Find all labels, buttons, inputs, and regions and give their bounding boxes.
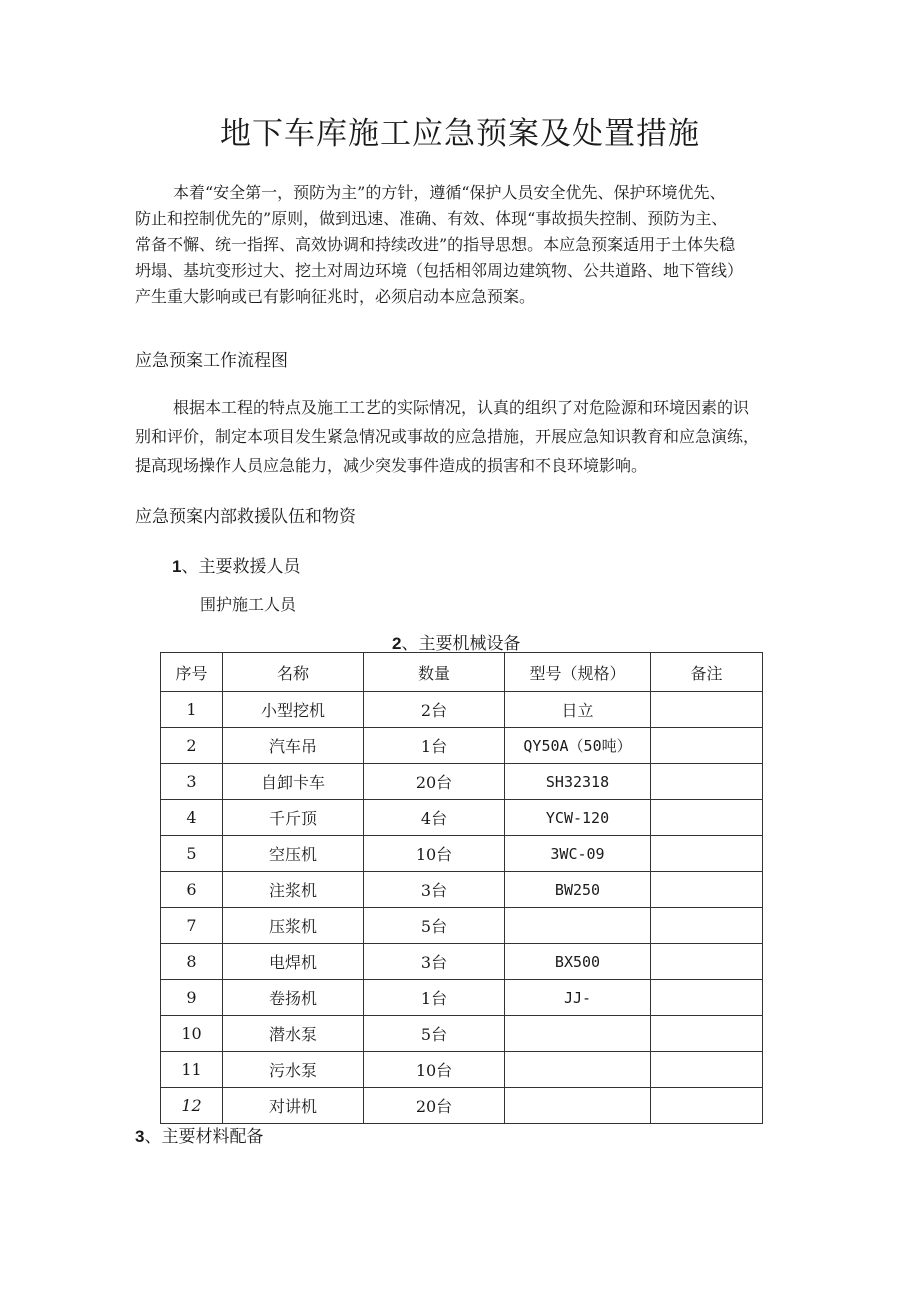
cell-name: 卷扬机 <box>223 980 364 1016</box>
cell-note <box>651 872 763 908</box>
header-note: 备注 <box>651 653 763 692</box>
cell-qty: 10台 <box>364 1052 505 1088</box>
table-row <box>161 872 763 908</box>
cell-name: 自卸卡车 <box>223 764 364 800</box>
equipment-table <box>160 652 763 1124</box>
cell-note <box>651 764 763 800</box>
cell-model: BW250 <box>505 872 651 908</box>
cell-qty: 10台 <box>364 836 505 872</box>
table-row <box>161 1088 763 1124</box>
cell-note <box>651 728 763 764</box>
heading-rescue-team: 应急预案内部救援队伍和物资 <box>135 507 356 527</box>
header-model: 型号（规格） <box>505 653 651 692</box>
cell-name: 空压机 <box>223 836 364 872</box>
intro-line: 坍塌、基坑变形过大、挖土对周边环境（包括相邻周边建筑物、公共道路、地下管线） <box>135 261 744 280</box>
table-row <box>161 800 763 836</box>
intro-line: 防止和控制优先的”原则，做到迅速、准确、有效、体现“事故损失控制、预防为主、 <box>135 209 728 228</box>
cell-no: 5 <box>161 836 223 872</box>
table-row <box>161 980 763 1016</box>
cell-name: 对讲机 <box>223 1088 364 1124</box>
cell-qty: 3台 <box>364 872 505 908</box>
section-label: 、主要机械设备 <box>401 634 521 654</box>
cell-no: 11 <box>161 1052 223 1088</box>
table-row <box>161 1016 763 1052</box>
cell-note <box>651 1016 763 1052</box>
cell-qty: 2台 <box>364 692 505 728</box>
analysis-paragraph <box>135 393 815 480</box>
cell-qty: 5台 <box>364 1016 505 1052</box>
section-number: 3 <box>135 1127 145 1146</box>
cell-no: 6 <box>161 872 223 908</box>
cell-model <box>505 1052 651 1088</box>
table-row <box>161 692 763 728</box>
para-line: 提高现场操作人员应急能力，减少突发事件造成的损害和不良环境影响。 <box>135 456 648 475</box>
cell-name: 电焊机 <box>223 944 364 980</box>
cell-note <box>651 944 763 980</box>
cell-no: 10 <box>161 1016 223 1052</box>
document-title: 地下车库施工应急预案及处置措施 <box>220 116 700 152</box>
section-3-heading <box>135 1122 263 1147</box>
cell-model <box>505 908 651 944</box>
cell-model: BX500 <box>505 944 651 980</box>
section-1-text: 围护施工人员 <box>200 595 297 614</box>
table-row <box>161 728 763 764</box>
header-no: 序号 <box>161 653 223 692</box>
cell-note <box>651 692 763 728</box>
cell-no: 7 <box>161 908 223 944</box>
para-line: 别和评价，制定本项目发生紧急情况或事故的应急措施，开展应急知识教育和应急演练， <box>135 427 760 446</box>
header-qty: 数量 <box>364 653 505 692</box>
cell-model: QY50A（50吨） <box>505 728 651 764</box>
cell-note <box>651 800 763 836</box>
cell-no: 9 <box>161 980 223 1016</box>
cell-no: 3 <box>161 764 223 800</box>
cell-model: 3WC-09 <box>505 836 651 872</box>
cell-qty: 1台 <box>364 728 505 764</box>
table-row <box>161 764 763 800</box>
intro-line: 产生重大影响或已有影响征兆时，必须启动本应急预案。 <box>135 287 536 306</box>
cell-qty: 4台 <box>364 800 505 836</box>
section-label: 、主要材料配备 <box>144 1127 264 1147</box>
cell-name: 注浆机 <box>223 872 364 908</box>
cell-no: 2 <box>161 728 223 764</box>
cell-no: 12 <box>161 1088 223 1124</box>
cell-note <box>651 1052 763 1088</box>
table-row <box>161 836 763 872</box>
cell-name: 污水泵 <box>223 1052 364 1088</box>
cell-model: JJ- <box>505 980 651 1016</box>
cell-note <box>651 908 763 944</box>
section-number: 1 <box>172 557 182 576</box>
header-name: 名称 <box>223 653 364 692</box>
cell-model <box>505 1016 651 1052</box>
cell-name: 千斤顶 <box>223 800 364 836</box>
para-line: 根据本工程的特点及施工工艺的实际情况，认真的组织了对危险源和环境因素的识 <box>173 398 750 417</box>
cell-note <box>651 836 763 872</box>
intro-line: 本着“安全第一，预防为主”的方针，遵循“保护人员安全优先、保护环境优先、 <box>173 183 726 202</box>
cell-qty: 1台 <box>364 980 505 1016</box>
table-row <box>161 908 763 944</box>
cell-model <box>505 1088 651 1124</box>
section-number: 2 <box>392 634 402 653</box>
cell-note <box>651 980 763 1016</box>
table-row <box>161 944 763 980</box>
cell-name: 汽车吊 <box>223 728 364 764</box>
section-1-heading <box>172 552 300 577</box>
table-row <box>161 1052 763 1088</box>
cell-no: 8 <box>161 944 223 980</box>
heading-workflow: 应急预案工作流程图 <box>135 351 288 371</box>
cell-model: 日立 <box>505 692 651 728</box>
intro-line: 常备不懈、统一指挥、高效协调和持续改进”的指导思想。本应急预案适用于土体失稳 <box>135 235 736 254</box>
cell-qty: 20台 <box>364 764 505 800</box>
cell-name: 小型挖机 <box>223 692 364 728</box>
intro-paragraph <box>135 180 795 310</box>
cell-no: 4 <box>161 800 223 836</box>
cell-name: 潜水泵 <box>223 1016 364 1052</box>
section-label: 、主要救援人员 <box>181 557 301 577</box>
cell-qty: 20台 <box>364 1088 505 1124</box>
cell-model: YCW-120 <box>505 800 651 836</box>
table-header-row <box>161 653 763 692</box>
cell-qty: 5台 <box>364 908 505 944</box>
cell-no: 1 <box>161 692 223 728</box>
cell-model: SH32318 <box>505 764 651 800</box>
cell-note <box>651 1088 763 1124</box>
cell-name: 压浆机 <box>223 908 364 944</box>
cell-qty: 3台 <box>364 944 505 980</box>
section-2-heading <box>392 629 520 654</box>
